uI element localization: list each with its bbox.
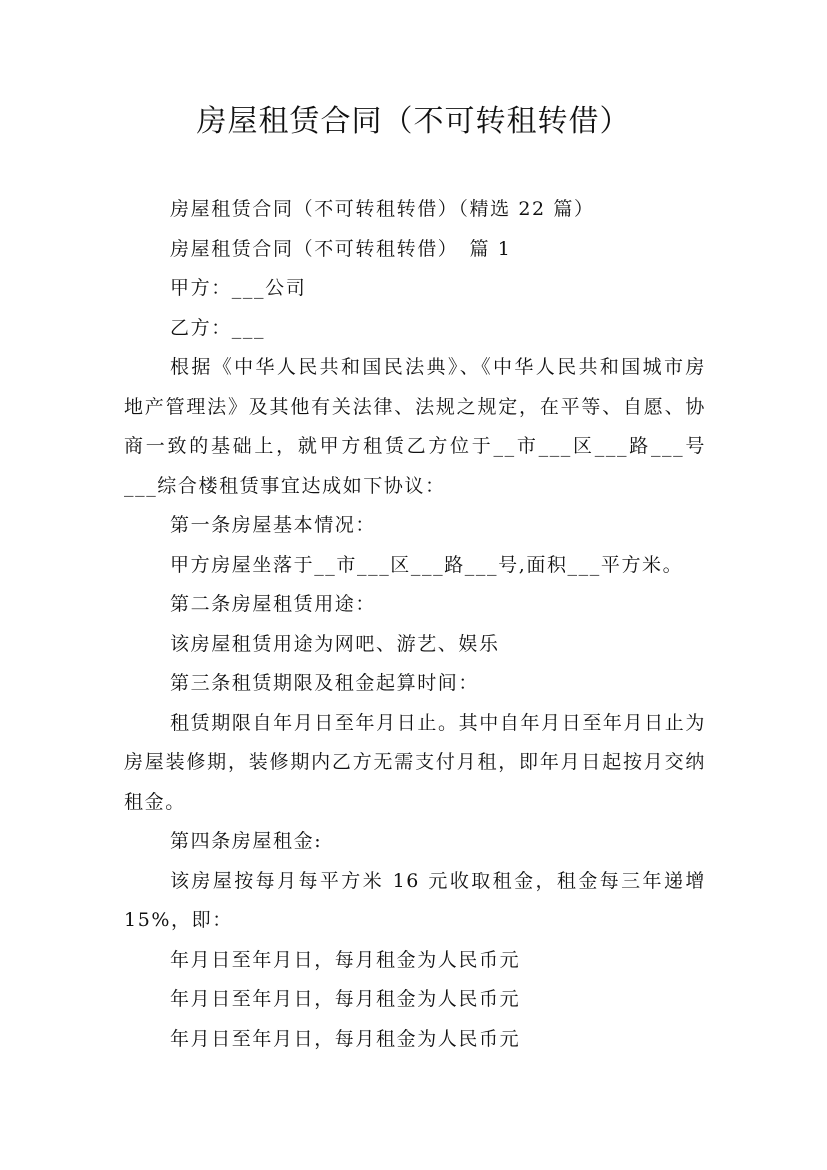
paragraph-subtitle: 房屋租赁合同（不可转租转借）（精选 22 篇）: [170, 198, 595, 220]
paragraph-article-4-heading: 第四条房屋租金:: [170, 830, 323, 852]
paragraph-article-1-heading: 第一条房屋基本情况：: [170, 514, 377, 536]
paragraph-party-b: 乙方：___: [170, 316, 266, 339]
document-title: 房屋租赁合同（不可转租转借）: [196, 104, 631, 139]
paragraph-article-1-body: 甲方房屋坐落于__市___区___路___号,面积___平方米。: [170, 553, 684, 576]
paragraph-rent-line-3: 年月日至年月日，每月租金为人民币元: [170, 1027, 521, 1050]
paragraph-article-3-body: 租赁期限自年月日至年月日止。其中自年月日至年月日止为房屋装修期，装修期内乙方无需支付月租，即年月日起按月交纳租金。: [124, 711, 706, 813]
paragraph-article-3-heading: 第三条租赁期限及租金起算时间：: [170, 672, 480, 694]
paragraph-rent-line-1: 年月日至年月日，每月租金为人民币元: [170, 948, 521, 971]
paragraph-section-heading: 房屋租赁合同（不可转租转借） 篇 1: [170, 237, 512, 260]
paragraph-party-a: 甲方：___公司: [170, 277, 307, 299]
paragraph-article-4-body: 该房屋按每月每平方米 16 元收取租金，租金每三年递增 15%，即：: [124, 869, 706, 931]
paragraph-preamble: 根据《中华人民共和国民法典》、《中华人民共和国城市房地产管理法》及其他有关法律、法规之规定，在平等、自愿、协商一致的基础上，就甲方租赁乙方位于__市___区___路___号___综合楼租赁事宜达成如下协议：: [124, 356, 706, 497]
document-body: [124, 190, 706, 1059]
paragraph-article-2-heading: 第二条房屋租赁用途：: [170, 593, 377, 615]
paragraph-article-2-body: 该房屋租赁用途为网吧、游艺、娱乐: [170, 632, 500, 655]
paragraph-rent-line-2: 年月日至年月日，每月租金为人民币元: [170, 988, 521, 1010]
